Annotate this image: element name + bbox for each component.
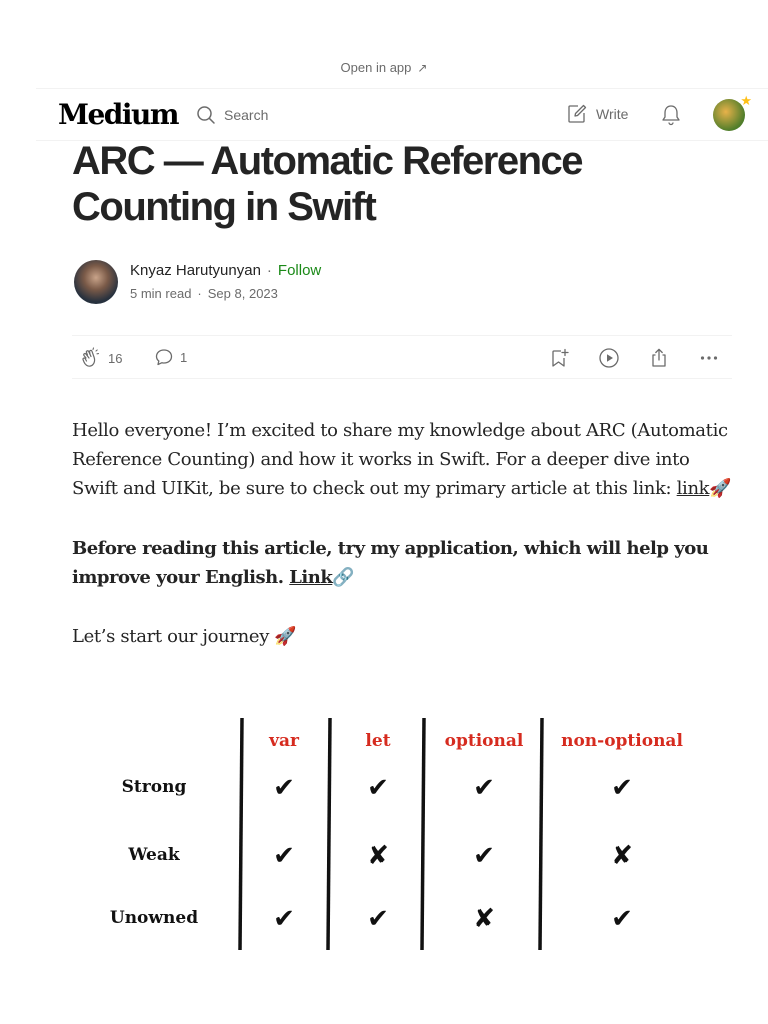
cross-mark-icon: ✘: [611, 841, 633, 871]
responses-button[interactable]: [154, 347, 187, 367]
play-icon: [598, 347, 620, 369]
column-header-optional: optional: [444, 731, 524, 751]
rocket-emoji: 🚀: [709, 478, 732, 499]
paragraph-intro: [72, 416, 732, 503]
row-label-unowned: Unowned: [109, 908, 199, 928]
article-meta: [130, 286, 278, 301]
paragraph-text: Hello everyone! I’m excited to share my knowledge about ARC (Automatic Reference Counting) and how it works in Swift. For a deeper dive into Swift and UIKit, be sure to check out my primary article at this link:: [72, 420, 728, 499]
check-mark-icon: ✔: [273, 904, 295, 934]
read-time: 5 min read: [130, 286, 192, 301]
bookmark-add-icon: [548, 347, 570, 369]
check-mark-icon: ✔: [611, 904, 633, 934]
response-count: 1: [180, 349, 188, 365]
check-mark-icon: ✔: [367, 904, 389, 934]
medium-logo[interactable]: Medium: [58, 98, 179, 131]
app-link[interactable]: Link: [289, 567, 333, 588]
external-arrow-icon: ↗: [417, 61, 428, 75]
follow-button[interactable]: Follow: [277, 262, 322, 279]
listen-button[interactable]: [598, 347, 620, 369]
check-mark-icon: ✔: [367, 773, 389, 803]
search-input[interactable]: [224, 103, 404, 127]
paragraph-app-promo: [72, 534, 732, 592]
search-icon[interactable]: [196, 105, 216, 125]
primary-article-link[interactable]: link: [676, 478, 710, 499]
row-label-weak: Weak: [128, 845, 180, 865]
publish-date: Sep 8, 2023: [207, 286, 278, 301]
top-navigation: [36, 88, 768, 141]
save-button[interactable]: [548, 347, 570, 369]
column-header-non-optional: non-optional: [561, 731, 683, 751]
share-icon: [648, 347, 670, 369]
separator-dot: ·: [266, 262, 272, 279]
cross-mark-icon: ✘: [473, 904, 495, 934]
check-mark-icon: ✔: [273, 773, 295, 803]
write-label: Write: [596, 106, 629, 122]
paragraph-text: Before reading this article, try my application, which will help you improve your English.: [72, 538, 709, 588]
rocket-emoji: 🚀: [274, 626, 297, 647]
paragraph-start: [72, 622, 732, 651]
separator-dot: ·: [197, 286, 202, 301]
author-name[interactable]: Knyaz Harutyunyan: [130, 262, 261, 279]
check-mark-icon: ✔: [473, 773, 495, 803]
author-line: [130, 262, 321, 279]
column-header-var: var: [269, 731, 299, 751]
check-mark-icon: ✔: [273, 841, 295, 871]
notifications-bell-icon[interactable]: [660, 103, 682, 127]
row-label-strong: Strong: [121, 777, 187, 797]
column-header-let: let: [365, 731, 391, 751]
cross-mark-icon: ✘: [367, 841, 389, 871]
member-star-icon: ★: [740, 93, 752, 108]
write-button[interactable]: [566, 103, 628, 125]
open-in-app-label: Open in app: [340, 60, 412, 75]
table-row-labels: [110, 777, 198, 928]
arc-reference-table-image: [72, 710, 732, 960]
user-avatar[interactable]: [713, 93, 752, 131]
article-title: ARC — Automatic Reference Counting in Swift: [72, 139, 583, 229]
paragraph-text: Let’s start our journey: [72, 626, 275, 647]
write-icon: [566, 103, 588, 125]
open-in-app-link[interactable]: [0, 60, 768, 75]
clap-count: 16: [108, 350, 123, 366]
check-mark-icon: ✔: [473, 841, 495, 871]
link-emoji: 🔗: [332, 567, 355, 588]
article-action-bar: [72, 335, 732, 379]
more-dots-icon: [698, 347, 720, 369]
check-mark-icon: ✔: [611, 773, 633, 803]
clap-button[interactable]: [80, 347, 122, 369]
comment-icon: [154, 347, 174, 367]
clap-icon: [80, 347, 102, 369]
author-avatar[interactable]: [74, 260, 118, 304]
more-options-button[interactable]: [698, 347, 720, 369]
share-button[interactable]: [648, 347, 670, 369]
